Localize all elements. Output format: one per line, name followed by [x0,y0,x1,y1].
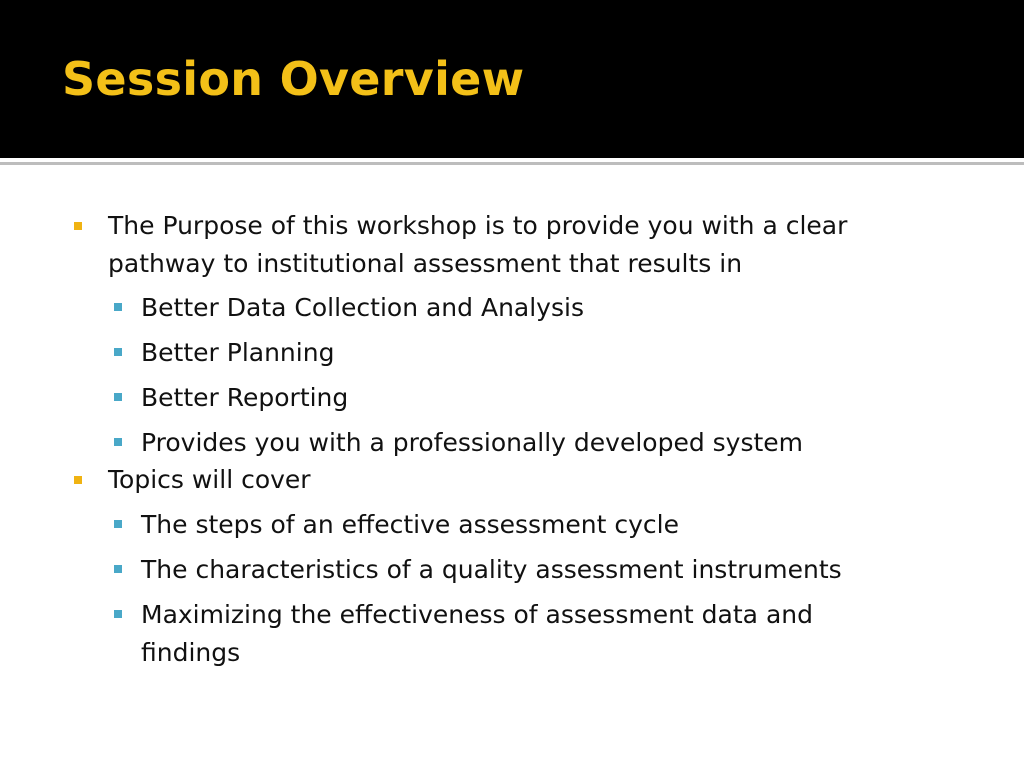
bullet-item: Better Reporting [141,383,349,412]
bullet-line: findings [141,638,241,667]
bullet-marker-level-2 [114,303,122,311]
bullet-line: The Purpose of this workshop is to provide you with a clear [108,211,848,240]
bullet-marker-level-2 [114,565,122,573]
bullet-marker-level-2 [114,348,122,356]
bullet-item: The steps of an effective assessment cycle [141,510,679,539]
slide-title: Session Overview [62,52,525,106]
bullet-item: Topics will cover [108,465,311,494]
bullet-line: Maximizing the effectiveness of assessment data and [141,600,813,629]
bullet-item [141,596,961,672]
bullet-line: pathway to institutional assessment that results in [108,249,743,278]
bullet-marker-level-2 [114,520,122,528]
bullet-item: Provides you with a professionally developed system [141,428,804,457]
bullet-item: The characteristics of a quality assessment instruments [141,555,842,584]
bullet-marker-level-1 [74,222,82,230]
bullet-item [108,207,968,283]
bullet-item: Better Data Collection and Analysis [141,293,584,322]
bullet-marker-level-1 [74,476,82,484]
bullet-marker-level-2 [114,438,122,446]
bullet-item: Better Planning [141,338,335,367]
bullet-marker-level-2 [114,610,122,618]
bullet-marker-level-2 [114,393,122,401]
